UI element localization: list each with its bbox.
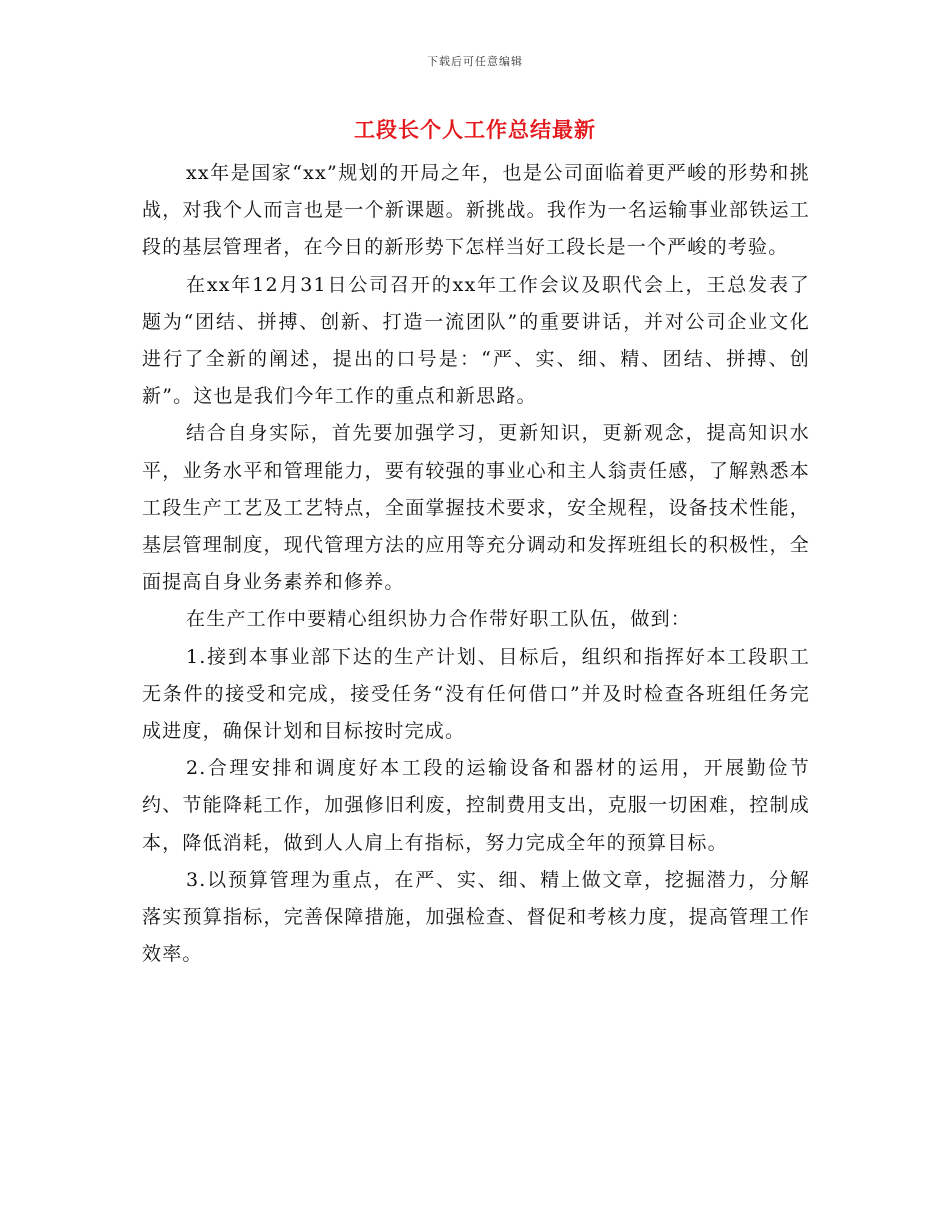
header-note: 下载后可任意编辑 bbox=[427, 55, 523, 68]
paragraph-2: 在xx年12月31日公司召开的xx年工作会议及职代会上，王总发表了题为“团结、拼搏、创新、打造一流团队”的重要讲话，并对公司企业文化进行了全新的阐述，提出的口号是：“严、实、细、精、团结、拼搏、创新”。这也是我们今年工作的重点和新思路。 bbox=[142, 273, 810, 408]
paragraph-7: 3.以预算管理为重点，在严、实、细、精上做文章，挖掘潜力，分解落实预算指标，完善保障措施，加强检查、督促和考核力度，提高管理工作效率。 bbox=[142, 868, 810, 966]
paragraph-4: 在生产工作中要精心组织协力合作带好职工队伍，做到： bbox=[186, 608, 692, 631]
paragraph-3: 结合自身实际，首先要加强学习，更新知识，更新观念，提高知识水平，业务水平和管理能力，要有较强的事业心和主人翁责任感，了解熟悉本工段生产工艺及工艺特点，全面掌握技术要求，安全规程，设备技术性能，基层管理制度，现代管理方法的应用等充分调动和发挥班组长的积极性，全面提高自身业务素养和修养。 bbox=[142, 422, 810, 594]
document-title: 工段长个人工作总结最新 bbox=[354, 118, 596, 142]
document-body bbox=[142, 155, 810, 973]
paragraph-1: xx年是国家“xx”规划的开局之年，也是公司面临着更严峻的形势和挑战，对我个人而言也是一个新课题。新挑战。我作为一名运输事业部铁运工段的基层管理者，在今日的新形势下怎样当好工段长是一个严峻的考验。 bbox=[142, 162, 810, 259]
paragraph-5: 1.接到本事业部下达的生产计划、目标后，组织和指挥好本工段职工无条件的接受和完成，接受任务“没有任何借口”并及时检查各班组任务完成进度，确保计划和目标按时完成。 bbox=[142, 645, 810, 743]
paragraph-6: 2.合理安排和调度好本工段的运输设备和器材的运用，开展勤俭节约、节能降耗工作，加强修旧利废，控制费用支出，克服一切困难，控制成本，降低消耗，做到人人肩上有指标，努力完成全年的预算目标。 bbox=[142, 757, 810, 854]
